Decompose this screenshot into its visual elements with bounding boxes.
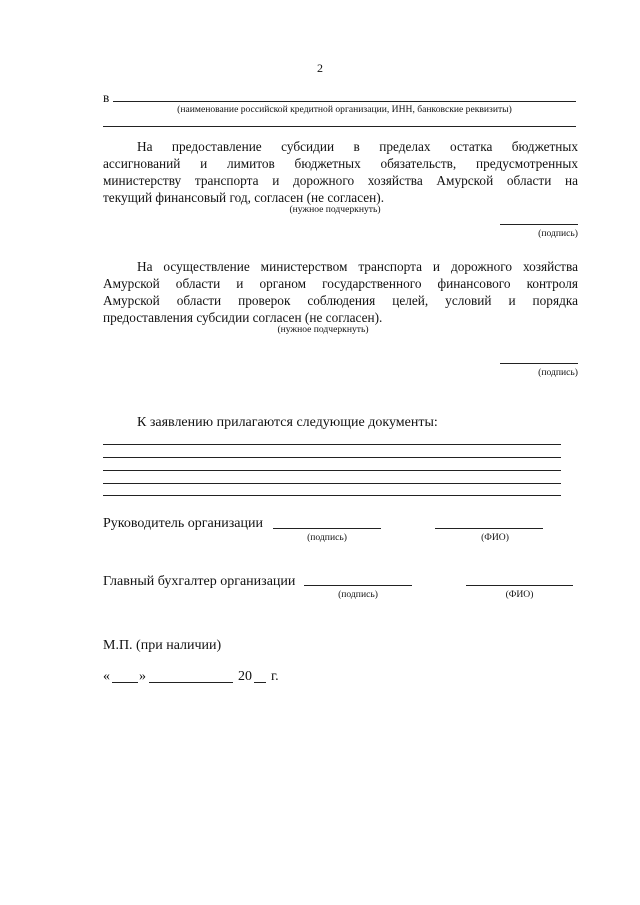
attachments-heading: К заявлению прилагаются следующие документы:	[137, 415, 438, 430]
consent1-line: текущий финансовый год, согласен (не согласен).	[103, 190, 385, 205]
chief-accountant-signature-caption: (подпись)	[338, 589, 378, 600]
attachment-line	[103, 470, 561, 471]
consent2-signature-caption: (подпись)	[538, 367, 578, 378]
chief-accountant-name-caption: (ФИО)	[505, 589, 534, 600]
consent2-line: Амурской области и органом государственного финансового контроля	[103, 276, 578, 291]
consent1-line: На предоставление субсидии в пределах остатка бюджетных	[137, 139, 578, 154]
attachment-line	[103, 495, 561, 496]
chief-accountant-name-line	[466, 585, 573, 586]
bank-prefix: в	[103, 90, 110, 105]
consent1-signature-caption: (подпись)	[538, 228, 578, 239]
consent2-line: предоставления субсидии согласен (не согласен).	[103, 310, 383, 325]
consent1-line: ассигнований и лимитов бюджетных обязательств, предусмотренных	[103, 156, 578, 171]
date-day-line	[112, 682, 138, 683]
date-open-quote: «	[103, 669, 110, 684]
seal-label: М.П. (при наличии)	[103, 638, 222, 653]
bank-caption: (наименование российской кредитной организации, ИНН, банковские реквизиты)	[177, 104, 512, 115]
date-close-quote: »	[139, 669, 146, 684]
page-number: 2	[317, 61, 323, 75]
head-of-org-name-line	[435, 528, 543, 529]
consent2-line: На осуществление министерством транспорта и дорожного хозяйства	[137, 259, 578, 274]
date-year-suffix: г.	[271, 669, 279, 684]
date-month-line	[149, 682, 233, 683]
consent1-note: (нужное подчеркнуть)	[289, 204, 381, 215]
bank-name-line	[113, 101, 576, 102]
chief-accountant-label: Главный бухгалтер организации	[103, 574, 296, 589]
consent1-signature-line	[500, 224, 578, 225]
consent2-line: Амурской области проверок соблюдения целей, условий и порядка	[103, 293, 578, 308]
head-of-org-signature-line	[273, 528, 381, 529]
head-of-org-name-caption: (ФИО)	[481, 532, 509, 543]
head-of-org-signature-caption: (подпись)	[307, 532, 347, 543]
date-year-prefix: 20	[238, 669, 252, 684]
attachment-line	[103, 444, 561, 445]
attachment-line	[103, 483, 561, 484]
date-year-line	[254, 682, 266, 683]
consent2-note: (нужное подчеркнуть)	[277, 324, 369, 335]
bank-details-line	[103, 126, 576, 127]
attachment-line	[103, 457, 561, 458]
consent2-signature-line	[500, 363, 578, 364]
head-of-org-label: Руководитель организации	[103, 516, 263, 531]
consent1-line: министерству транспорта и дорожного хозяйства Амурской области на	[103, 173, 578, 188]
chief-accountant-signature-line	[304, 585, 412, 586]
